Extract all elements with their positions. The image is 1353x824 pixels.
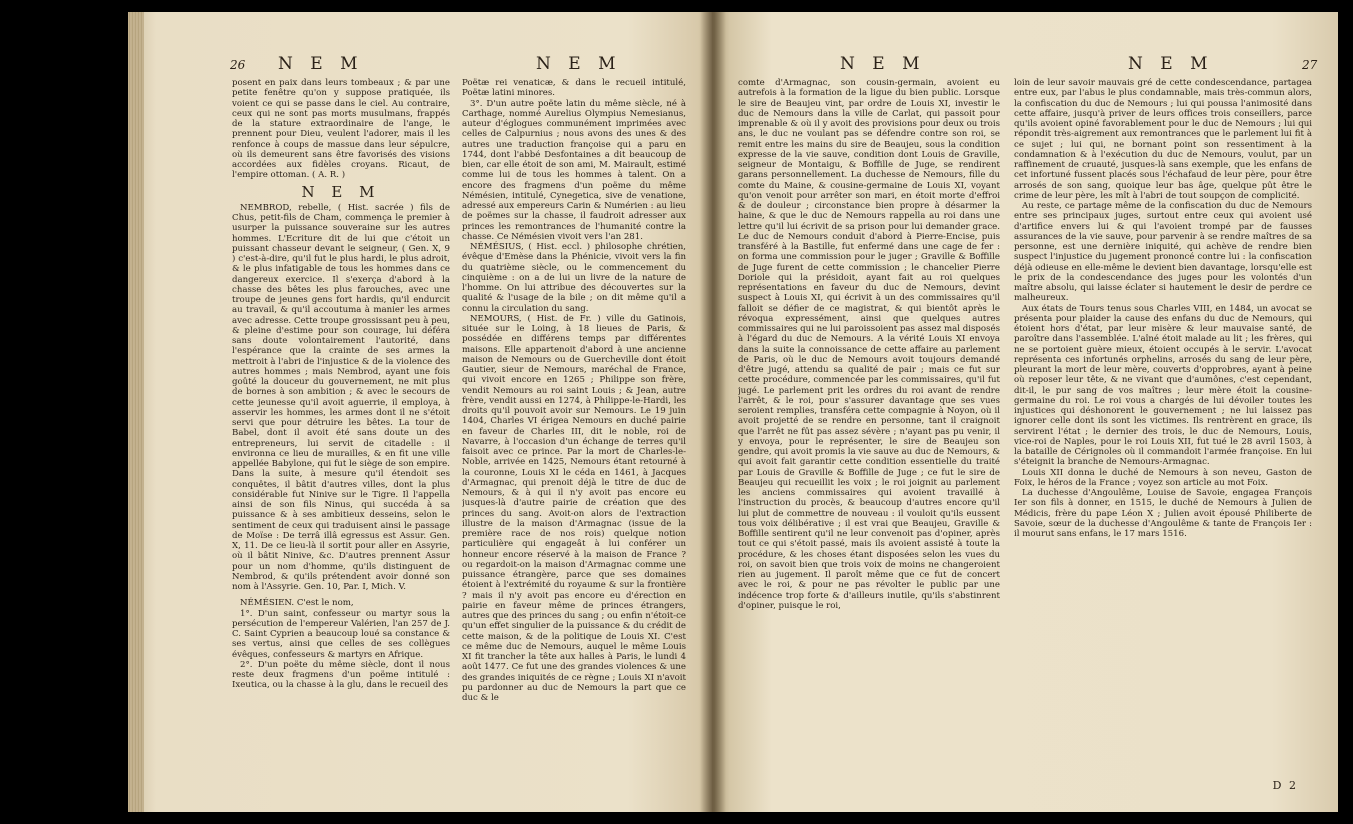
left-column-2 [462, 78, 686, 794]
paragraph: 1°. D'un saint, confesseur ou martyr sous la persécution de l'empereur Valérien, l'an 257 de J. C. Saint Cyprien a beaucoup loué sa constance & ses vertus, ainsi que celles de ses collègues évêques, confesseurs & martyrs en Afrique. [232, 608, 450, 660]
paragraph: NEMBROD, rebelle, ( Hist. sacrée ) fils de Chus, petit-fils de Cham, commença le premier à usurper la puissance souveraine sur les autres hommes. L'Ecriture dit de lui que c'étoit un puissant chasseur devant le seigneur, ( Gen. X, 9 ) c'est-à-dire, qu'il fut le plus hardi, le plus adroit, & le plus infatigable de tous les hommes dans ce dangereux exercice. Il s'exerça d'abord à la chasse des bêtes les plus farouches, avec une troupe de jeunes gens fort hardis, qu'il endurcit au travail, & qu'il accoutuma à manier les armes avec adresse. Cette troupe grossissant peu à peu, & pleine d'estime pour son courage, lui déféra sans doute volontairement l'autorité, dans l'espérance que la crainte de ses armes la mettroit à l'abri de l'injustice & de la violence des autres hommes ; mais Nembrod, ayant une fois goûté la douceur du gouvernement, ne mit plus de bornes à son ambition ; & avec le secours de cette jeunesse qu'il avoit aguerrie, il employa, à asservir les hommes, les armes dont il ne s'étoit servi que pour détruire les bêtes. La tour de Babel, dont il avoit été sans doute un des entrepreneurs, lui servit de citadelle : il environna ce lieu de murailles, & en fit une ville appellée Babylone, qui fut le siège de son empire. Dans la suite, à mesure qu'il étendoit ses conquêtes, il bâtit d'autres villes, dont la plus considérable fut Ninive sur le Tigre. Il l'appella ainsi de son fils Ninus, qui succéda à sa puissance & à ses ambitieux desseins, selon le sentiment de ceux qui traduisent ainsi le passage de Moïse : De terrâ illâ egressus est Assur. Gen. X, 11. De ce lieu-là il sortit pour aller en Assyrie, où il bâtit Ninive, &c. D'autres prennent Assur pour un nom d'homme, qu'ils distinguent de Nembrod, & qu'ils prétendent avoir donné son nom à l'Assyrie. Gen. 10, Par. I, Mich. V. [232, 202, 450, 592]
paragraph: loin de leur savoir mauvais gré de cette condescendance, partagea entre eux, par l'abus le plus condamnable, mais très-commun alors, la confiscation du duc de Nemours ; lui qui poussa l'animosité dans cette affaire, jusqu'à priver de leurs offices trois conseillers, parce qu'ils avoient opiné favorablement pour le duc de Nemours ; lui qui répondit très-aigrement aux remontrances que le parlement lui fit à ce sujet ; lui qui, ne bornant point son ressentiment à la condamnation & à l'exécution du duc de Nemours, voulut, par un raffinement de cruauté, jusques-là sans exemple, que les enfans de cet infortuné fussent placés sous l'échafaud de leur père, pour être arrosés de son sang, quoique leur bas âge, quelque pût être le crime de leur père, les mît à l'abri de tout soupçon de complicité. [1014, 78, 1312, 201]
paragraph: Au reste, ce partage même de la confiscation du duc de Nemours entre ses principaux juges, surtout entre ceux qui avoient usé d'artifice envers lui & qui l'avoient trompé par de fausses assurances de la vie sauve, pour parvenir à se rendre maîtres de sa personne, est une dernière iniquité, qui achève de rendre bien suspect l'injustice du jugement prononcé contre lui : la confiscation déjà odieuse en elle-même le devient bien davantage, lorsqu'elle est le prix de la condescendance des juges pour les volontés d'un maître absolu, qui laisse éclater si hautement le desir de perdre ce malheureux. [1014, 201, 1312, 304]
book-spread [128, 12, 1338, 812]
paragraph: Poëtæ rei venaticæ, & dans le recueil intitulé, Poëtæ latini minores. [462, 78, 686, 99]
left-page [128, 12, 712, 812]
paragraph: Louis XII donna le duché de Nemours à son neveu, Gaston de Foix, le héros de la France ; voyez son article au mot Foix. [1014, 467, 1312, 488]
right-column-1 [738, 78, 1000, 794]
left-running-head-2: N E M [536, 54, 622, 74]
paragraph: comte d'Armagnac, son cousin-germain, avoient eu autrefois à la formation de la ligue du bien public. Lorsque le sire de Beaujeu vint, par ordre de Louis XI, investir le duc de Nemours dans la ville de Carlat, qui passoit pour imprenable & où il y avoit des provisions pour deux ou trois ans, le duc ne voulant pas se défendre contre son roi, se remit entre les mains du sire de Beaujeu, sous la condition expresse de la vie sauve, condition dont Louis de Graville, seigneur de Montaigu, & Boffille de Juge, se rendirent garans personnellement. La duchesse de Nemours, fille du comte du Maine, & cousine-germaine de Louis XI, voyant qu'on venoit pour arrêter son mari, en étoit morte d'effroi & de douleur ; circonstance bien propre à désarmer la haine, & que le duc de Nemours rappella au roi dans une lettre qu'il lui écrivit de sa prison pour lui demander grace. Le duc de Nemours conduit d'abord à Pierre-Encise, puis transféré à la Bastille, fut enfermé dans une cage de fer : on forma une commission pour le juger ; Graville & Boffille de Juge furent de cette commission ; le chancelier Pierre Doriole qui la présidoit, ayant fait au roi quelques représentations en faveur du duc de Nemours, devint suspect à Louis XI, qui écrivit à un des commissaires qu'il falloit se défier de ce magistrat, & qui bientôt après le révoqua expressément, ainsi que quelques autres commissaires qui ne lui paroissoient pas assez mal disposés à l'égard du duc de Nemours. A la vérité Louis XI envoya dans la suite la connoissance de cette affaire au parlement de Paris, où le duc de Nemours avoit toujours demandé d'être jugé, attendu sa qualité de pair ; mais ce fut sur cette procédure, commencée par les commissaires, qu'il fut jugé. Le parlement prit les ordres du roi avant de rendre l'arrêt, & le roi, pour s'assurer davantage que ses vues seroient remplies, transféra cette compagnie à Noyon, où il avoit projetté de se rendre en personne, tant il craignoit que l'arrêt ne fût pas assez sévère ; n'ayant pas pu venir, il y envoya, pour le représenter, le sire de Beaujeu son gendre, qui avoit promis la vie sauve au duc de Nemours, & qui avoit fait garantir cette condition essentielle du traité par Louis de Graville & Boffille de Juge ; ce fut le sire de Beaujeu qui recueillit les voix ; le roi joignit au parlement les anciens commissaires qui avoient travaillé à l'instruction du procès, & beaucoup d'autres encore qu'il lui plut de commettre de nouveau : il vouloit qu'ils eussent tous voix délibérative ; il est vrai que Beaujeu, Graville & Boffille sentirent qu'il ne leur convenoit pas d'opiner, après tout ce qui s'étoit passé, mais ils avoient assisté à toute la procédure, & les choses étant disposées selon les vues du roi, on savoit bien que trois voix de moins ne changeroient rien au jugement. Il paroît même que ce fut de concert avec le roi, & pour ne pas révolter le public par une indécence trop forte & d'ailleurs inutile, qu'ils s'abstinrent d'opiner, puisque le roi, [738, 78, 1000, 611]
right-running-head-2: N E M [1128, 54, 1214, 74]
book-gutter [700, 12, 726, 812]
right-running-head-1: N E M [840, 54, 926, 74]
page-edge-stack [128, 12, 144, 812]
left-running-head-1: N E M [278, 54, 364, 74]
paragraph: NÉMÉSIUS, ( Hist. eccl. ) philosophe chrétien, évêque d'Emèse dans la Phénicie, vivoit vers la fin du quatrième siècle, ou le commencement du cinquième : on a de lui un livre de la nature de l'homme. On lui attribue des découvertes sur la qualité & l'usage de la bile ; on dit même qu'il a connu la circulation du sang. [462, 242, 686, 314]
paragraph: NÉMÉSIEN. C'est le nom, [240, 598, 354, 609]
paragraph: posent en paix dans leurs tombeaux ; & par une petite fenêtre qu'on y suppose pratiquée, ils voient ce qui se passe dans le ciel. Au contraire, ceux qui ne sont pas morts musulmans, frappés de la stature extraordinaire de l'ange, le prennent pour Dieu, veulent l'adorer, mais il les renfonce à coups de massue dans leur sépulcre, où ils demeurent sans être favorisés des visions accordées aux fidèles croyans. Ricaut, de l'empire ottoman. ( A. R. ) [232, 78, 450, 181]
signature-mark: D 2 [1272, 779, 1298, 792]
paragraph: 3°. D'un autre poëte latin du même siècle, né à Carthage, nommé Aurelius Olympius Nemesianus, auteur d'églogues communément imprimées avec celles de Calpurnius ; nous avons des unes & des autres une traduction françoise qui a paru en 1744, dont l'abbé Desfontaines a dit beaucoup de bien, car elle étoit de son ami, M. Mairault, estimé comme lui de tous les hommes à talent. On a encore des fragmens d'un poëme du même Némésien, intitulé, Cynegetica, sive de venatione, adressé aux empereurs Carin & Numérien : au lieu de poëmes sur la chasse, il faudroit adresser aux princes les remontrances de l'humanité contre la chasse. Ce Némésien vivoit vers l'an 281. [462, 98, 686, 242]
right-folio: 27 [1302, 58, 1318, 72]
paragraph: La duchesse d'Angoulême, Louise de Savoie, engagea François Ier son fils à donner, en 1515, le duché de Nemours à Julien de Médicis, frère du pape Léon X ; Julien avoit épousé Philiberte de Savoie, sœur de la duchesse d'Angoulême & tante de François Ier : il mourut sans enfans, le 17 mars 1516. [1014, 488, 1312, 539]
right-column-2 [1014, 78, 1312, 780]
paragraph: Aux états de Tours tenus sous Charles VIII, en 1484, un avocat se présenta pour plaider la cause des enfans du duc de Nemours, qui étoient hors d'état, par leur misère & leur mauvaise santé, de paroître dans l'assemblée. L'aîné étoit malade au lit ; les frères, qui ne se portoient guère mieux, étoient occupés à le servir. L'avocat représenta ces infortunés orphelins, arrosés du sang de leur père, pleurant la mort de leur mère, couverts d'opprobres, ayant à peine où reposer leur tête, & ne vivant que d'aumônes, c'est cependant, dit-il, le pur sang de vos maîtres ; leur mère étoit la cousine-germaine du roi. Le roi vous a chargés de lui dévoiler toutes les injustices qui déshonorent le gouvernement ; ne lui laissez pas ignorer celle dont ils sont les victimes. Ils rentrèrent en grace, ils servirent l'état ; le dernier des trois, le duc de Nemours, Louis, vice-roi de Naples, pour le roi Louis XII, fut tué le 28 avril 1503, à la bataille de Cérignoles où il commandoit l'armée françoise. En lui s'éteignit la branche de Nemours-Armagnac. [1014, 303, 1312, 468]
right-page [712, 12, 1338, 812]
paragraph: NEMOURS, ( Hist. de Fr. ) ville du Gatinois, située sur le Loing, à 18 lieues de Paris, & possédée en différens temps par différentes maisons. Elle appartenoit d'abord à une ancienne maison de Nemours ou de Guercheville dont étoit Gautier, sieur de Nemours, maréchal de France, qui vivoit encore en 1265 ; Philippe son frère, vendit Nemours au roi saint Louis ; & Jean, autre frère, vendit aussi en 1274, à Philippe-le-Hardi, les droits qu'il pouvoit avoir sur Nemours. Le 19 juin 1404, Charles VI érigea Nemours en duché pairie en faveur de Charles III, dit le noble, roi de Navarre, à l'occasion d'un échange de terres qu'il faisoit avec ce prince. Par la mort de Charles-le-Noble, arrivée en 1425, Nemours étant retourné à la couronne, Louis XI le céda en 1461, à Jacques d'Armagnac, qui prenoit déjà le titre de duc de Nemours, & à qui il n'y avoit pas encore eu jusques-là d'autre pairie de création que des princes du sang. Avoit-on alors de l'extraction illustre de la maison d'Armagnac (issue de la première race de nos rois) quelque notion particulière qui engageât à lui conférer un honneur encore réservé à la maison de France ? ou regardoit-on la maison d'Armagnac comme une puissance étrangère, parce que ses domaines étoient à l'extrémité du royaume & sur la frontière ? mais il n'y avoit pas encore eu d'érection en pairie en faveur même de princes étrangers, autres que des princes du sang ; ou enfin n'étoit-ce qu'un effet singulier de la puissance & du crédit de cette maison, & de la politique de Louis XI. C'est ce même duc de Nemours, auquel le même Louis XI fit trancher la tête aux halles à Paris, le lundi 4 août 1477. Ce fut une des grandes violences & une des grandes iniquités de ce règne ; Louis XI n'avoit pu pardonner au duc de Nemours la part que ce duc & le [462, 313, 686, 703]
section-heading: N E M [301, 182, 381, 201]
left-column-1 [232, 78, 450, 794]
paragraph: 2°. D'un poëte du même siècle, dont il nous reste deux fragmens d'un poëme intitulé : Ixeutica, ou la chasse à la glu, dans le recueil des [232, 659, 450, 691]
left-folio: 26 [230, 58, 246, 72]
